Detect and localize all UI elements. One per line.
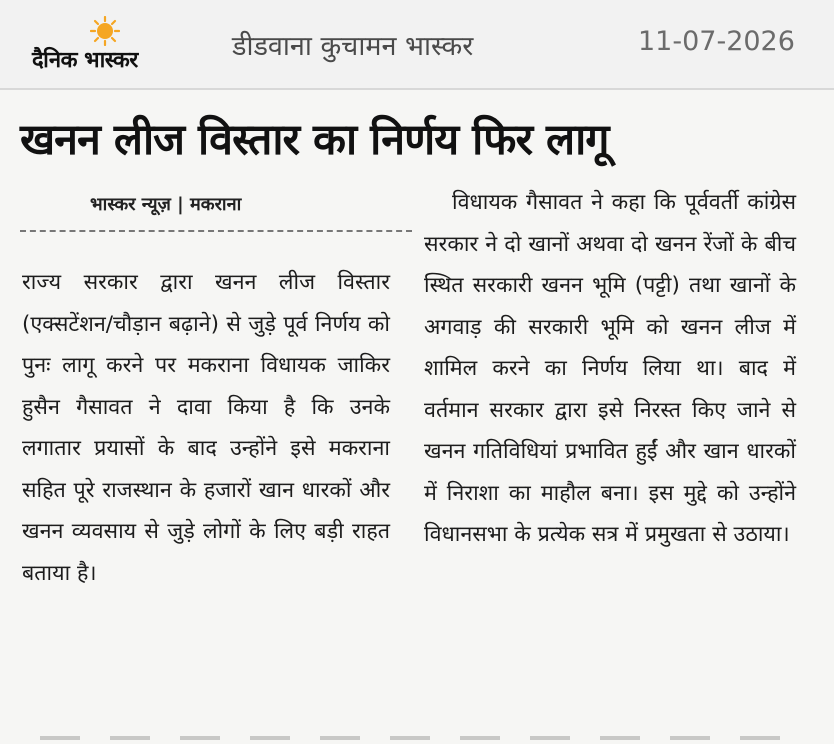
- article-headline: खनन लीज विस्तार का निर्णय फिर लागू: [20, 115, 609, 165]
- edition-date: 11-07-2026: [638, 26, 795, 57]
- article-column-1: राज्य सरकार द्वारा खनन लीज विस्तार (एक्सटेंशन/चौड़ान बढ़ाने) से जुड़े पूर्व निर्णय को पुनः लागू करने पर मकराना विधायक जाकिर हुसैन गैसावत ने दावा किया है कि उनके लगातार प्रयासों के बाद उन्होंने इसे मकराना सहित पूरे राजस्थान के हजारों खान धारकों और खनन व्यवसाय से जुड़े लोगों के लिए बड़ी राहत बताया है।: [22, 270, 390, 586]
- sun-logo-icon: [90, 16, 120, 46]
- edition-title: डीडवाना कुचामन भास्कर: [232, 31, 474, 62]
- article-byline: भास्कर न्यूज़ | मकराना: [90, 194, 242, 215]
- clipping-edge: [40, 736, 800, 740]
- article-column-2: विधायक गैसावत ने कहा कि पूर्ववर्ती कांग्रेस सरकार ने दो खानों अथवा दो खनन रेंजों के बीच स्थित सरकारी खनन भूमि (पट्टी) तथा खानों के अगवाड़ की सरकारी भूमि को खनन लीज में शामिल करने का निर्णय लिया था। बाद में वर्तमान सरकार द्वारा इसे निरस्त किए जाने से खनन गतिविधियां प्रभावित हुईं और खान धारकों में निराशा का माहौल बना। इस मुद्दे को उन्होंने विधानसभा के प्रत्येक सत्र में प्रमुखता से उठाया।: [424, 190, 796, 547]
- app-header: [0, 0, 834, 90]
- logo-text: दैनिक भास्कर: [32, 48, 138, 73]
- dainik-bhaskar-logo[interactable]: [32, 14, 192, 74]
- byline-divider: [20, 230, 412, 232]
